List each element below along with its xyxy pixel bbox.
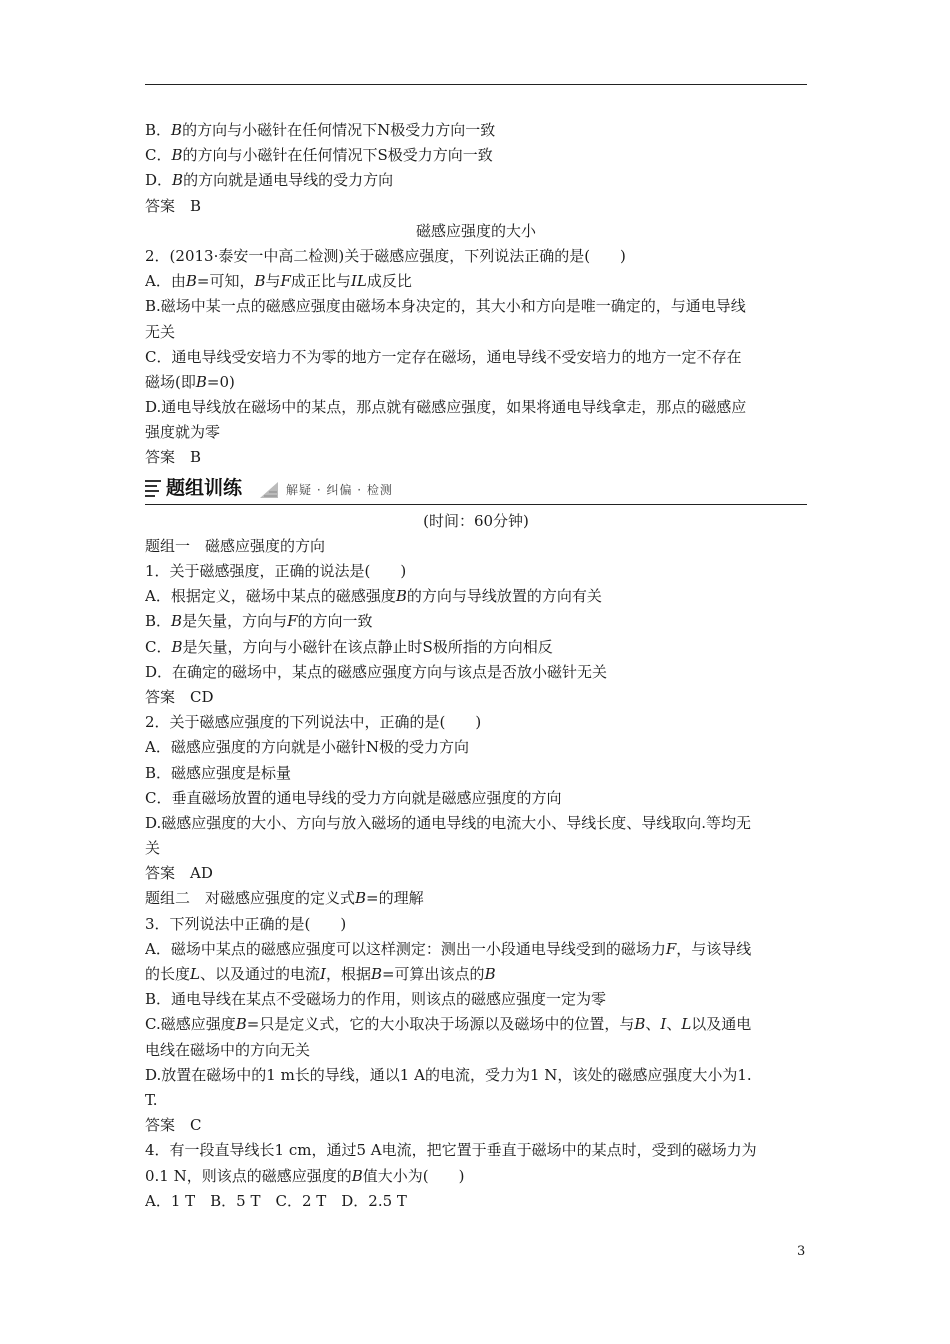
e2-opt-c [145, 786, 807, 811]
text-run: 题组一 磁感应强度的方向 [145, 536, 326, 555]
e1-opt-b [145, 609, 807, 634]
math-symbol: B [172, 171, 184, 190]
e2-opt-d-2 [145, 836, 807, 861]
text-run: D．在确定的磁场中，某点的磁感应强度方向与该点是否放小磁针无关 [145, 662, 608, 681]
text-run: 是矢量，方向与小磁针在该点静止时S极所指的方向相反 [182, 637, 553, 656]
text-run: (时间：60分钟) [423, 511, 529, 530]
e3-opt-b [145, 987, 807, 1012]
text-run: B.磁场中某一点的磁感应强度由磁场本身决定的，其大小和方向是唯一确定的，与通电导线 [145, 297, 746, 316]
text-run: C.磁感应强度 [145, 1015, 236, 1034]
header-triangle-icon [260, 482, 278, 498]
e2-opt-d-1 [145, 811, 807, 836]
text-run: =的理解 [366, 889, 424, 908]
text-run: ，根据 [325, 965, 371, 983]
answer-prev [145, 194, 807, 219]
e3-opt-a-1 [145, 937, 807, 962]
text-run: 的长度 [145, 965, 191, 983]
q2-opt-d-2 [145, 420, 807, 445]
e2-opt-a [145, 735, 807, 760]
math-symbol: B [195, 372, 207, 391]
time-note [145, 509, 807, 534]
math-symbol: B [355, 889, 367, 908]
text-run: B． [145, 121, 172, 139]
math-symbol: B [254, 272, 266, 291]
text-run: 强度就为零 [145, 423, 221, 442]
text-run: 题组二 对磁感应强度的定义式 [145, 889, 356, 908]
opt-b-prev [145, 118, 807, 143]
text-run: 无关 [145, 322, 176, 341]
subheading-magnitude [145, 219, 807, 244]
math-symbol: I [320, 965, 326, 983]
e3-opt-c-1 [145, 1012, 807, 1037]
e1-opt-c [145, 635, 807, 660]
e4-stem-1 [145, 1138, 807, 1163]
e2-stem [145, 710, 807, 735]
math-symbol: I [660, 1015, 667, 1034]
text-run: ，与该导线 [676, 939, 752, 958]
math-symbol: B [171, 146, 183, 165]
text-run: A．磁场中某点的磁感应强度可以这样测定：测出一小段通电导线受到的磁场力 [145, 939, 666, 958]
q2-opt-a [145, 269, 807, 294]
text-run: C．通电导线受安培力不为零的地方一定存在磁场，通电导线不受安培力的地方一定不存在 [145, 347, 742, 366]
text-run: 答案 B [145, 196, 202, 215]
q2-stem [145, 244, 807, 269]
group1-title [145, 534, 807, 559]
text-run: 电线在磁场中的方向无关 [145, 1040, 311, 1059]
q2-answer [145, 445, 807, 470]
e4-options [145, 1189, 807, 1214]
math-symbol: B [171, 612, 183, 631]
text-run: 4．有一段直导线长1 cm，通过5 A电流，把它置于垂直于磁场中的某点时，受到的磁场力为 [145, 1141, 757, 1160]
text-run: C． [145, 637, 172, 656]
page-content [145, 118, 807, 1214]
text-run: A．磁感应强度的方向就是小磁针N极的受力方向 [145, 738, 469, 757]
previous-question-block [145, 118, 807, 471]
text-run: D． [145, 171, 173, 190]
text-run: 关 [145, 839, 161, 858]
text-run: =可算出该点的 [381, 965, 485, 983]
q2-opt-d-1 [145, 395, 807, 420]
math-symbol: B [370, 965, 382, 983]
text-run: D.通电导线放在磁场中的某点，那点就有磁感应强度，如果将通电导线拿走，那点的磁感应 [145, 398, 747, 417]
math-symbol: B [171, 121, 183, 139]
text-run: B．通电导线在某点不受磁场力的作用，则该点的磁感应强度一定为零 [145, 990, 607, 1009]
text-run: 、以及通过的电流 [199, 965, 320, 983]
q2-opt-b-1 [145, 294, 807, 319]
text-run: D.放置在磁场中的1 m长的导线，通以1 A的电流，受力为1 N，该处的磁感应强度大小为1. [145, 1065, 752, 1084]
e3-opt-d-2 [145, 1088, 807, 1113]
math-symbol: B [185, 272, 197, 291]
text-run: 2．关于磁感应强度的下列说法中，正确的是( ) [145, 713, 482, 732]
text-run: 、 [645, 1015, 661, 1034]
text-run: 的方向与导线放置的方向有关 [406, 587, 602, 606]
text-run: 是矢量，方向与 [182, 612, 288, 631]
e1-answer [145, 685, 807, 710]
section-title: 题组训练 [166, 476, 243, 499]
q2-opt-b-2 [145, 320, 807, 345]
math-symbol: B [351, 1166, 363, 1185]
math-symbol: B [634, 1015, 646, 1034]
text-run: 3．下列说法中正确的是( ) [145, 914, 347, 933]
math-symbol: B [235, 1015, 247, 1034]
e1-opt-a [145, 584, 807, 609]
exercise-block [145, 509, 807, 1214]
text-run: A．1 T B．5 T C．2 T D．2.5 T [145, 1191, 407, 1210]
text-run: B． [145, 612, 172, 631]
e4-stem-2 [145, 1164, 807, 1189]
text-run: =可知， [196, 272, 255, 291]
text-run: 的方向一致 [297, 612, 373, 631]
text-run: 的方向与小磁针在任何情况下S极受力方向一致 [182, 146, 493, 165]
section-subtitle: 解疑 · 纠偏 · 检测 [286, 482, 393, 497]
q2-opt-c-2 [145, 370, 807, 395]
group2-title [145, 886, 807, 911]
opt-d-prev [145, 168, 807, 193]
math-symbol: F [287, 612, 298, 631]
e1-opt-d [145, 660, 807, 685]
e2-answer [145, 861, 807, 886]
text-run: 成反比 [366, 272, 412, 291]
math-symbol: L [190, 965, 200, 983]
text-run: 答案 C [145, 1116, 202, 1135]
text-run: 磁场(即 [145, 372, 196, 391]
math-symbol: L [681, 1015, 692, 1034]
header-rule [145, 84, 807, 85]
e2-opt-b [145, 761, 807, 786]
e3-opt-c-2 [145, 1038, 807, 1063]
text-run: 1．关于磁感强度，正确的说法是( ) [145, 562, 407, 580]
text-run: A．根据定义，磁场中某点的磁感强度 [145, 587, 396, 606]
text-run: 答案 CD [145, 687, 214, 706]
e3-opt-d-1 [145, 1063, 807, 1088]
text-run: 答案 B [145, 448, 202, 467]
text-run: 答案 AD [145, 864, 213, 883]
math-symbol: B [395, 587, 407, 606]
header-bars-icon [145, 480, 161, 498]
q2-opt-c-1 [145, 345, 807, 370]
e1-stem [145, 559, 807, 584]
text-run: 、 [666, 1015, 682, 1034]
text-run: C．垂直磁场放置的通电导线的受力方向就是磁感应强度的方向 [145, 788, 562, 807]
text-run: 0.1 N，则该点的磁感应强度的 [145, 1166, 352, 1185]
e3-stem [145, 912, 807, 937]
text-run: B．磁感应强度是标量 [145, 763, 292, 782]
text-run: 以及通电 [691, 1015, 752, 1034]
text-run: 的方向就是通电导线的受力方向 [183, 171, 394, 190]
section-header [145, 474, 807, 505]
math-symbol: F [280, 272, 291, 291]
text-run: 磁感应强度的大小 [415, 221, 536, 240]
text-run: 与 [265, 272, 281, 291]
opt-c-prev [145, 143, 807, 168]
text-run: 成正比与 [290, 272, 351, 291]
e3-opt-a-2 [145, 962, 807, 987]
math-symbol: B [484, 965, 496, 983]
text-run: 2．(2013·泰安一中高二检测)关于磁感应强度，下列说法正确的是( ) [145, 246, 626, 265]
text-run: =只是定义式，它的大小取决于场源以及磁场中的位置，与 [246, 1015, 635, 1034]
text-run: T. [145, 1090, 158, 1109]
text-run: C． [145, 146, 172, 165]
e3-answer [145, 1113, 807, 1138]
math-symbol: B [171, 637, 183, 656]
page-number: 3 [797, 1244, 806, 1259]
text-run: D.磁感应强度的大小、方向与放入磁场的通电导线的电流大小、导线长度、导线取向.等均无 [145, 813, 752, 832]
text-run: 的方向与小磁针在任何情况下N极受力方向一致 [182, 121, 496, 139]
math-symbol: F [665, 939, 677, 958]
text-run: A．由 [145, 272, 186, 291]
text-run: =0) [206, 372, 235, 391]
text-run: 值大小为( ) [362, 1166, 465, 1185]
math-symbol: IL [350, 272, 367, 291]
